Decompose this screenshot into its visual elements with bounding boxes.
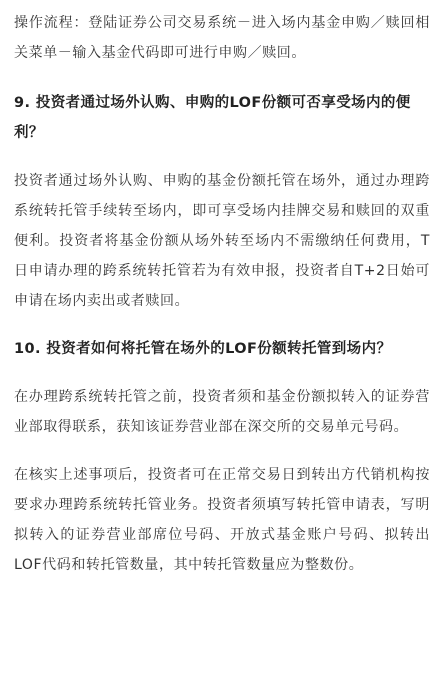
answer-paragraph-9: 投资者通过场外认购、申购的基金份额托管在场外，通过办理跨系统转托管手续转至场内，即可享受场内挂牌交易和赎回的双重便利。投资者将基金份额从场外转至场内不需缴纳任何费用，T日申请办理的跨系统转托管若为有效申报，投资者自T+2日始可申请在场内卖出或者赎回。 bbox=[14, 173, 430, 309]
spacer bbox=[14, 316, 430, 334]
spacer bbox=[14, 68, 430, 88]
paragraph-operation-flow: 操作流程：登陆证券公司交易系统－进入场内基金申购／赎回相关菜单－输入基金代码即可进行申购／赎回。 bbox=[14, 15, 430, 61]
spacer bbox=[14, 364, 430, 382]
spacer bbox=[14, 148, 430, 166]
question-heading-10: 10. 投资者如何将托管在场外的LOF份额转托管到场内？ bbox=[14, 341, 392, 357]
question-heading-9: 9. 投资者通过场外认购、申购的LOF份额可否享受场内的便利？ bbox=[14, 95, 411, 141]
answer-paragraph-10b: 在核实上述事项后，投资者可在正常交易日到转出方代销机构按要求办理跨系统转托管业务。投资者须填写转托管申请表，写明拟转入的证券营业部席位号码、开放式基金账户号码、拟转出LOF代码和转托管数量，其中转托管数量应为整数份。 bbox=[14, 467, 430, 573]
spacer bbox=[14, 442, 430, 460]
answer-paragraph-10a: 在办理跨系统转托管之前，投资者须和基金份额拟转入的证券营业部取得联系，获知该证券营业部在深交所的交易单元号码。 bbox=[14, 389, 430, 435]
